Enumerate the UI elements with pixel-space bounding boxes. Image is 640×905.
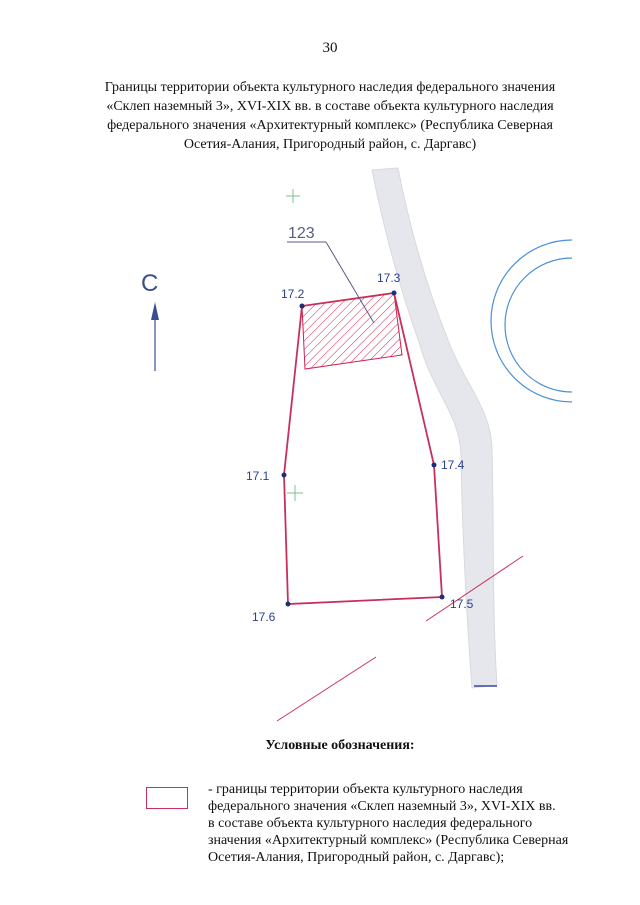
legend-line-3: в составе объекта культурного наследия федерального [208,816,533,831]
svg-text:17.6: 17.6 [252,610,276,624]
legend-item-text [208,781,628,866]
svg-text:17.3: 17.3 [377,271,401,285]
legend-line-2: федерального значения «Склеп наземный 3», XVI-XIX вв. [208,799,556,814]
grid-marker-top [286,189,300,203]
north-label: С [141,270,159,297]
boundary-point-17-4 [432,458,465,472]
svg-text:17.4: 17.4 [441,458,465,472]
legend-boundary-swatch [146,787,188,809]
boundary-point-17-1 [246,469,287,483]
boundary-point-17-6 [252,602,291,625]
legend-line-1: - границы территории объекта культурного наследия [208,782,523,797]
title-line-1: Границы территории объекта культурного наследия федерального значения [104,80,556,95]
svg-text:17.5: 17.5 [450,597,474,611]
title-line-4: Осетия-Алания, Пригородный район, с. Даргавс) [183,137,477,152]
boundary-point-17-2 [281,287,305,309]
boundary-point-17-3 [377,271,401,296]
page-number: 30 [322,40,338,56]
title-line-2: «Склеп наземный 3», XVI-XIX вв. в составе объекта культурного наследия [106,99,554,114]
grid-marker-middle [287,485,303,501]
legend-title: Условные обозначения: [265,738,415,753]
diagonal-line-lower [277,657,376,721]
legend-line-4: значения «Архитектурный комплекс» (Республика Северная [208,833,569,848]
svg-text:17.2: 17.2 [281,287,305,301]
title-line-3: федерального значения «Архитектурный комплекс» (Республика Северная [107,118,553,133]
lot-number-label: 123 [288,225,315,242]
road-strip [372,168,497,688]
svg-text:17.1: 17.1 [246,469,270,483]
arc-inner [505,258,572,392]
legend-line-5: Осетия-Алания, Пригородный район, с. Даргавс); [208,850,505,865]
